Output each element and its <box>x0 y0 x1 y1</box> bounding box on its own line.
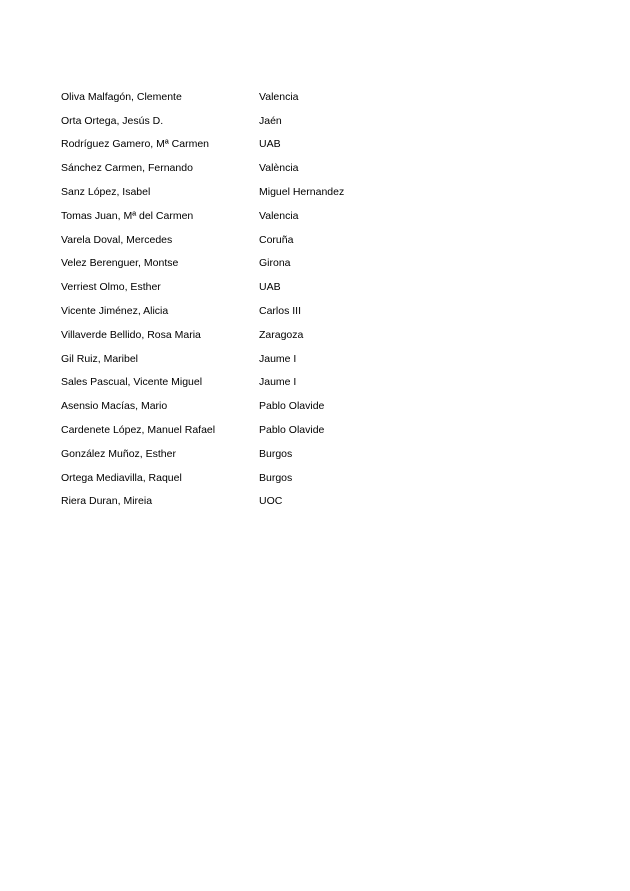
list-item <box>61 275 391 299</box>
list-item <box>61 228 391 252</box>
list-item <box>61 133 391 157</box>
person-name: Cardenete López, Manuel Rafael <box>61 424 216 437</box>
university-name: Pablo Olavide <box>259 400 325 413</box>
university-name: Carlos III <box>259 305 302 318</box>
university-name: UAB <box>259 138 281 151</box>
person-name: Velez Berenguer, Montse <box>61 257 179 270</box>
person-name: Riera Duran, Mireia <box>61 495 153 508</box>
list-item <box>61 204 391 228</box>
list-item <box>61 442 391 466</box>
university-name: Girona <box>259 257 291 270</box>
list-item <box>61 299 391 323</box>
person-name: González Muñoz, Esther <box>61 447 176 460</box>
list-item <box>61 180 391 204</box>
list-item <box>61 109 391 133</box>
person-name: Sánchez Carmen, Fernando <box>61 162 193 175</box>
person-name: Gil Ruiz, Maribel <box>61 352 139 365</box>
list-item <box>61 252 391 276</box>
person-name: Vicente Jiménez, Alicia <box>61 305 169 318</box>
list-item <box>61 490 391 514</box>
list-item <box>61 371 391 395</box>
list-item <box>61 418 391 442</box>
university-name: Burgos <box>259 447 293 460</box>
university-name: Miguel Hernandez <box>259 186 345 199</box>
person-name: Tomas Juan, Mª del Carmen <box>61 209 194 222</box>
person-name: Villaverde Bellido, Rosa Maria <box>61 328 201 341</box>
list-item <box>61 85 391 109</box>
list-item <box>61 347 391 371</box>
list-item <box>61 323 391 347</box>
person-name: Oliva Malfagón, Clemente <box>61 90 182 103</box>
university-name: Valencia <box>259 90 299 103</box>
university-name: Jaén <box>259 114 282 127</box>
university-name: Jaume I <box>259 352 297 365</box>
person-name: Orta Ortega, Jesús D. <box>61 114 164 127</box>
university-name: Valencia <box>259 209 299 222</box>
list-item <box>61 466 391 490</box>
list-item <box>61 394 391 418</box>
university-name: Zaragoza <box>259 328 304 341</box>
person-name: Varela Doval, Mercedes <box>61 233 173 246</box>
university-name: Jaume I <box>259 376 297 389</box>
university-name: Burgos <box>259 471 293 484</box>
university-name: Coruña <box>259 233 294 246</box>
person-name: Ortega Mediavilla, Raquel <box>61 471 182 484</box>
list-item <box>61 156 391 180</box>
person-name: Asensio Macías, Mario <box>61 400 168 413</box>
participants-list <box>61 85 391 513</box>
person-name: Sanz López, Isabel <box>61 186 151 199</box>
university-name: Pablo Olavide <box>259 424 325 437</box>
university-name: UAB <box>259 281 281 294</box>
person-name: Verriest Olmo, Esther <box>61 281 161 294</box>
person-name: Rodríguez Gamero, Mª Carmen <box>61 138 210 151</box>
person-name: Sales Pascual, Vicente Miguel <box>61 376 203 389</box>
university-name: UOC <box>259 495 283 508</box>
university-name: València <box>259 162 299 175</box>
